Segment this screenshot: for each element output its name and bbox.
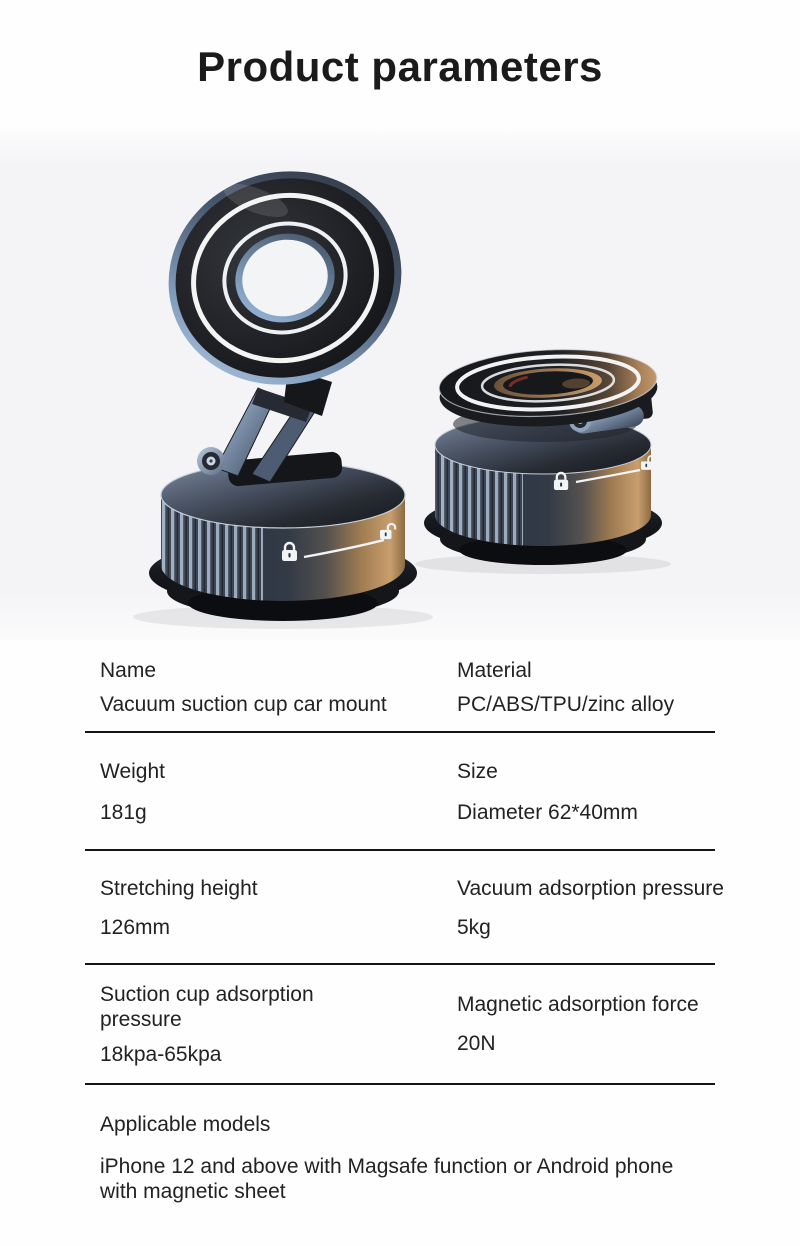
spec-value: Vacuum suction cup car mount <box>100 693 387 717</box>
table-row <box>85 733 715 850</box>
spec-weight <box>85 759 457 824</box>
table-row <box>85 1085 715 1225</box>
table-row <box>85 965 715 1085</box>
spec-label: Size <box>457 760 498 784</box>
spec-material <box>457 658 715 717</box>
spec-value: 20N <box>457 1032 496 1056</box>
spec-value: Diameter 62*40mm <box>457 800 638 824</box>
product-photo <box>0 130 800 640</box>
spec-label: Magnetic adsorption force <box>457 993 699 1017</box>
table-row <box>85 640 715 733</box>
spec-value: 18kpa-65kpa <box>100 1042 222 1066</box>
spec-label: Name <box>100 659 157 682</box>
spec-label: Vacuum adsorption pressure <box>457 876 724 900</box>
spec-label: Stretching height <box>100 876 258 900</box>
spec-value: 5kg <box>457 915 491 939</box>
mount-folded <box>415 344 671 574</box>
spec-magnetic-force <box>457 982 715 1067</box>
spec-label: Suction cup adsorption pressure <box>100 983 314 1032</box>
spec-value: 181g <box>100 800 147 824</box>
spec-vacuum-pressure <box>457 876 724 940</box>
spec-size <box>457 759 715 824</box>
spec-applicable-models <box>85 1112 700 1205</box>
spec-value: iPhone 12 and above with Magsafe function or Android phone with magnetic sheet <box>100 1154 674 1204</box>
spec-stretching-height <box>85 876 457 940</box>
page-title: Product parameters <box>197 43 603 90</box>
spec-name <box>85 658 457 717</box>
spec-value: PC/ABS/TPU/zinc alloy <box>457 693 675 717</box>
spec-label: Material <box>457 659 532 682</box>
spec-suction-pressure <box>85 982 457 1067</box>
spec-table <box>85 640 724 1224</box>
spec-label: Applicable models <box>100 1112 271 1136</box>
table-row <box>85 851 724 965</box>
spec-label: Weight <box>100 760 165 784</box>
spec-value: 126mm <box>100 915 171 939</box>
